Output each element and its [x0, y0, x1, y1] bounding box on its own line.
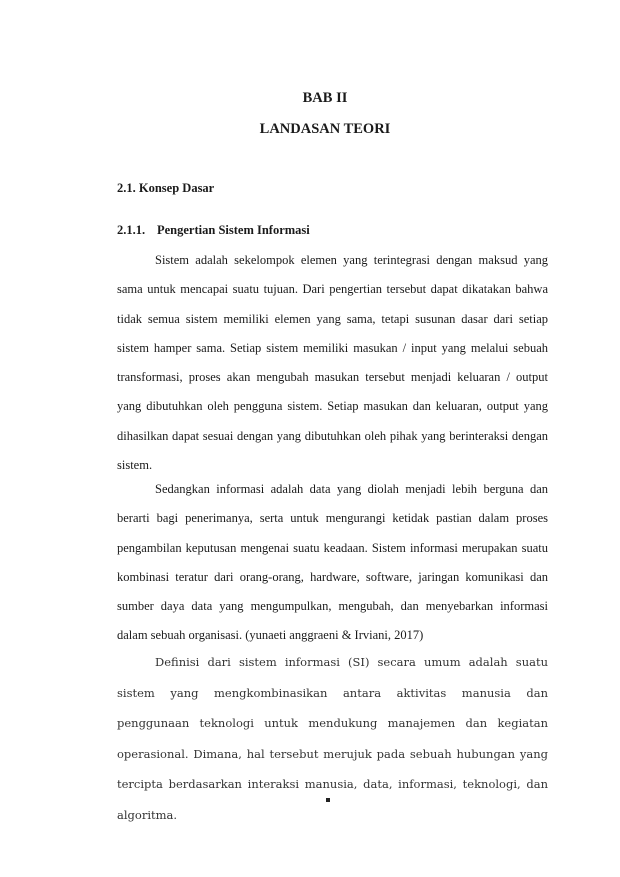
subsection-heading: [117, 223, 310, 238]
paragraph-sistem: Sistem adalah sekelompok elemen yang terintegrasi dengan maksud yang sama untuk mencapai suatu tujuan. Dari pengertian tersebut dapat dikatakan bahwa tidak semua sistem memiliki elemen yang sama, tetapi susunan dasar dari setiap sistem hamper sama. Setiap sistem memiliki masukan / input yang melalui sebuah transformasi, proses akan mengubah masukan tersebut menjadi keluaran / output yang dibutuhkan oleh pengguna sistem. Setiap masukan dan keluaran, output yang dihasilkan dapat sesuai dengan yang dibutuhkan oleh pihak yang berinteraksi dengan sistem.: [117, 253, 548, 473]
chapter-number: BAB II: [302, 90, 348, 106]
subsection-number: 2.1.1.: [117, 223, 146, 237]
page-number-mark: [326, 798, 330, 802]
section-heading: 2.1. Konsep Dasar: [117, 181, 215, 195]
paragraph-definisi: Definisi dari sistem informasi (SI) secara umum adalah suatu sistem yang mengkombinasikan antara aktivitas manusia dan penggunaan teknologi untuk mendukung manajemen dan kegiatan operasional. Dimana, hal tersebut merujuk pada sebuah hubungan yang tercipta berdasarkan interaksi manusia, data, informasi, teknologi, dan algoritma.: [117, 655, 548, 822]
subsection-title: Pengertian Sistem Informasi: [157, 223, 310, 237]
paragraph-informasi: Sedangkan informasi adalah data yang diolah menjadi lebih berguna dan berarti bagi penerimanya, serta untuk mengurangi ketidak pastian dalam proses pengambilan keputusan mengenai suatu keadaan. Sistem informasi merupakan suatu kombinasi teratur dari orang-orang, hardware, software, jaringan komunikasi dan sumber daya data yang mengumpulkan, mengubah, dan menyebarkan informasi dalam sebuah organisasi. (yunaeti anggraeni & Irviani, 2017): [117, 482, 548, 643]
chapter-title: LANDASAN TEORI: [259, 121, 391, 137]
